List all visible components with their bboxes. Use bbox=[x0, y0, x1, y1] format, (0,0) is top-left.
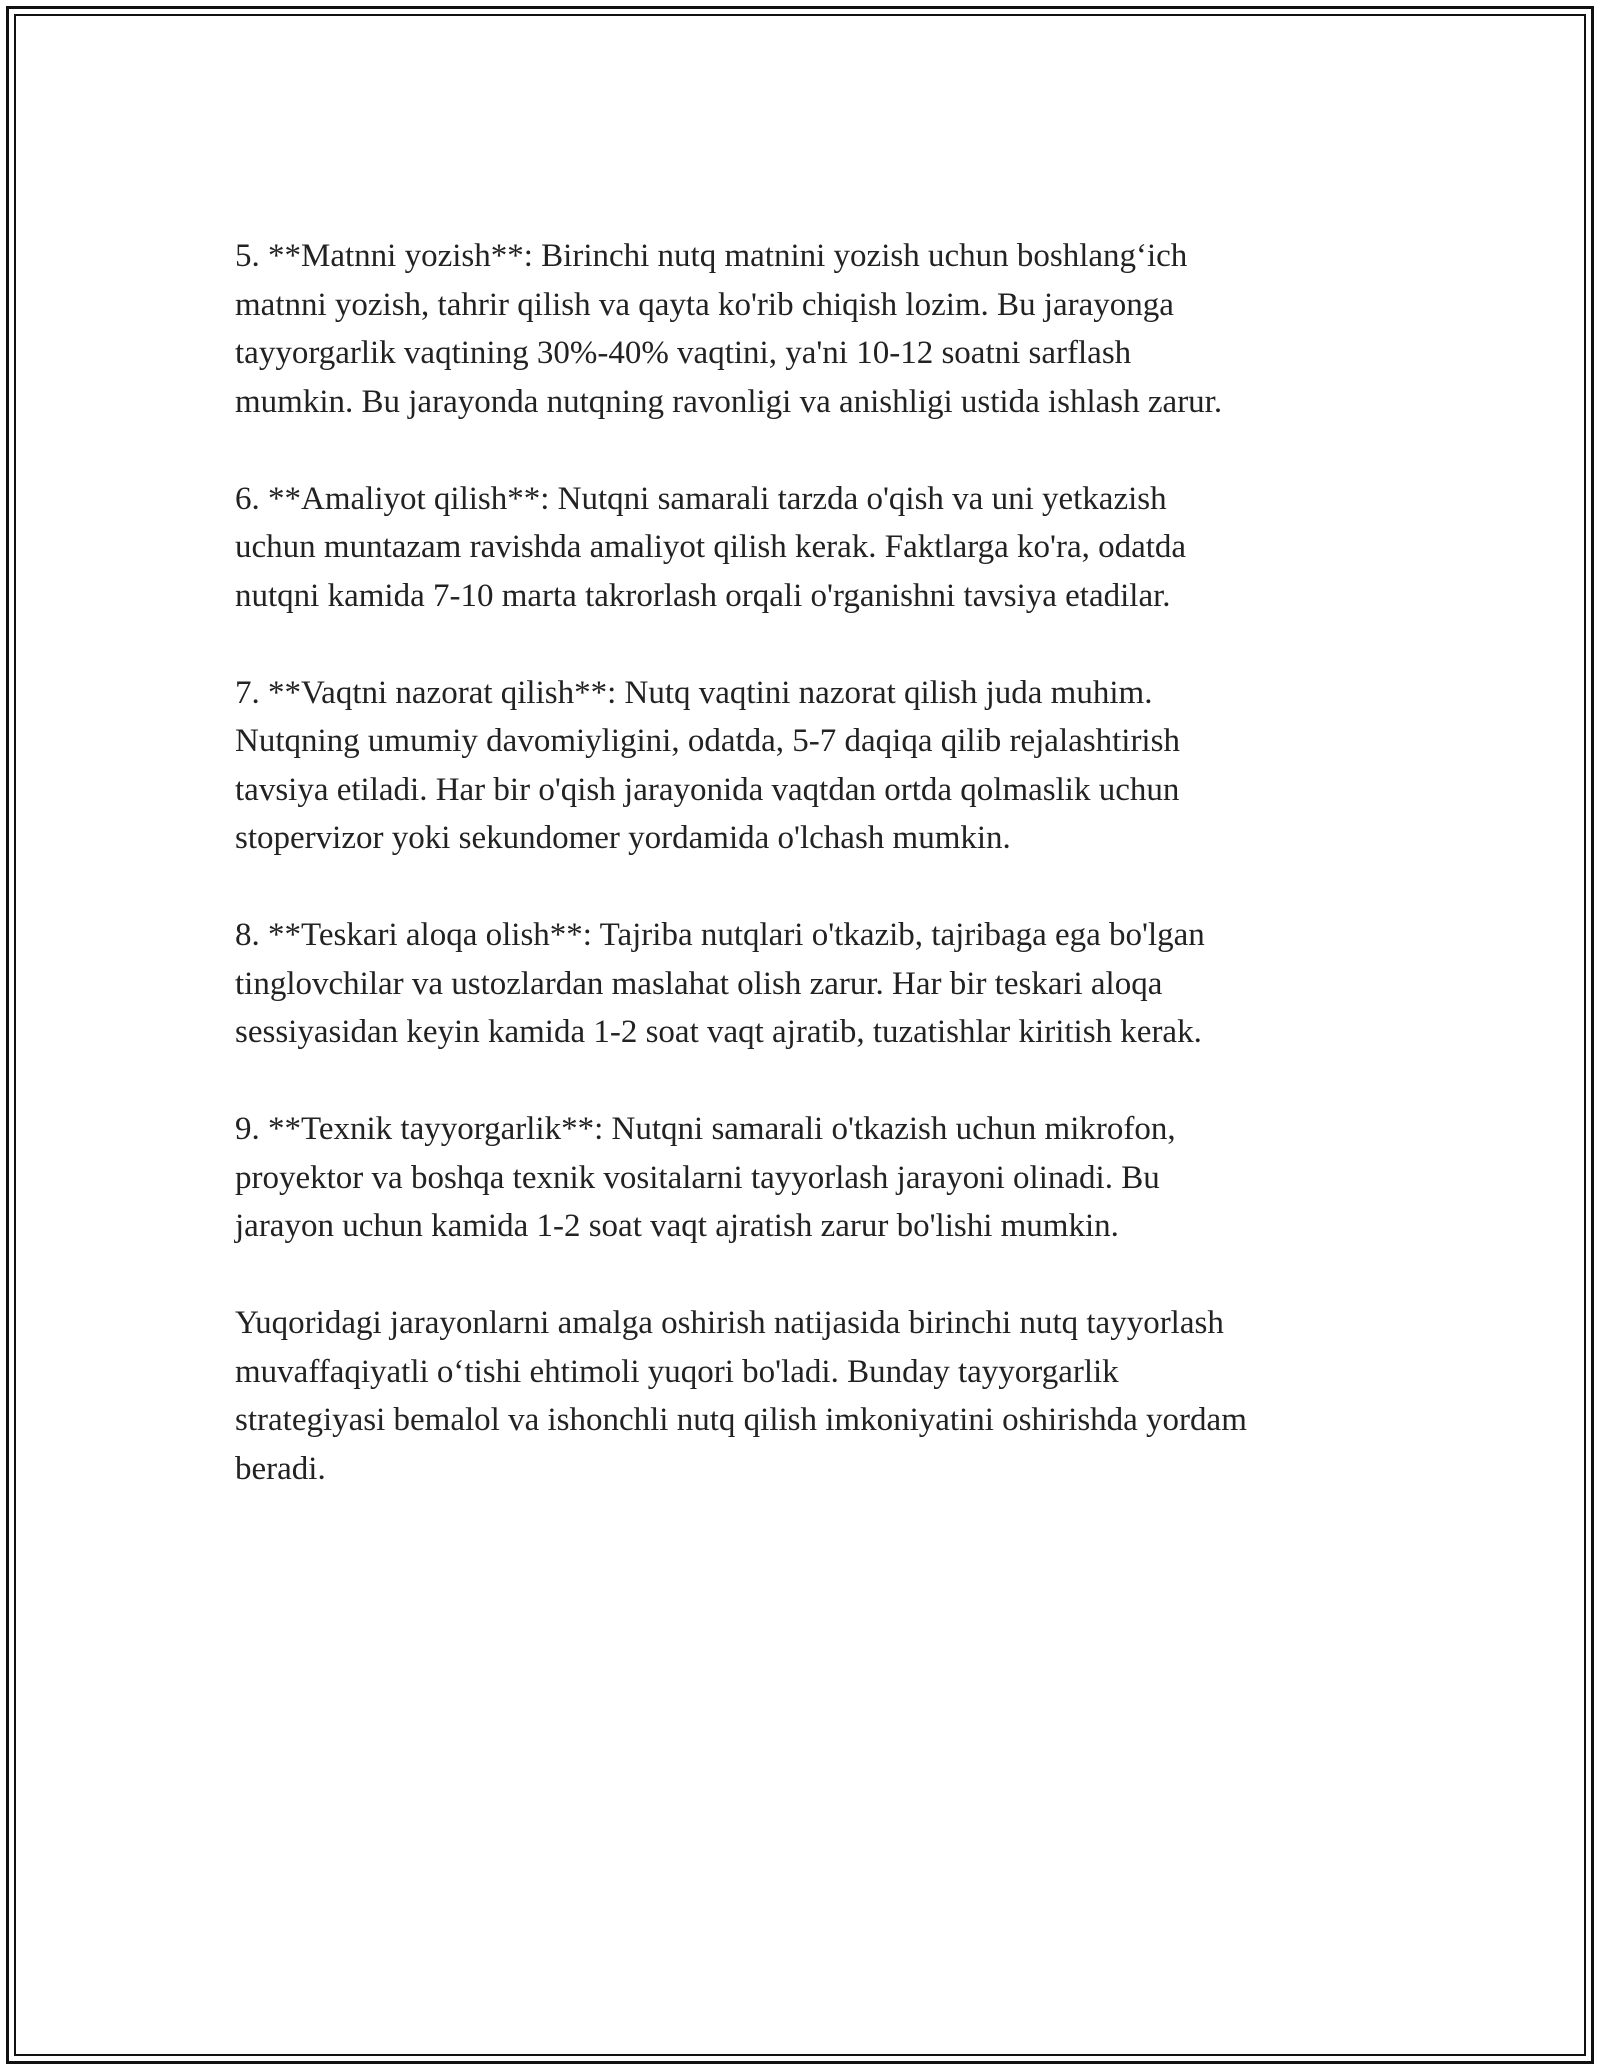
text-line: uchun muntazam ravishda amaliyot qilish kerak. Faktlarga ko'ra, odatda bbox=[235, 529, 1187, 565]
document-body bbox=[235, 232, 1375, 1542]
text-line: muvaffaqiyatli o‘tishi ehtimoli yuqori bo'ladi. Bunday tayyorgarlik bbox=[235, 1353, 1119, 1390]
text-line: stopervizor yoki sekundomer yordamida o'lchash mumkin. bbox=[235, 820, 1011, 856]
text-line: 8. **Teskari aloqa olish**: Tajriba nutqlari o'tkazib, tajribaga ega bo'lgan bbox=[235, 917, 1205, 953]
text-line: nutqni kamida 7-10 marta takrorlash orqali o'rganishni tavsiya etadilar. bbox=[235, 577, 1171, 614]
text-line: matnni yozish, tahrir qilish va qayta ko'rib chiqish lozim. Bu jarayonga bbox=[235, 286, 1174, 323]
text-line: strategiyasi bemalol va ishonchli nutq qilish imkoniyatini oshirishda yordam bbox=[235, 1402, 1247, 1438]
text-line: tavsiya etiladi. Har bir o'qish jarayonida vaqtdan ortda qolmaslik uchun bbox=[235, 771, 1180, 808]
text-line: 9. **Texnik tayyorgarlik**: Nutqni samarali o'tkazish uchun mikrofon, bbox=[235, 1111, 1176, 1147]
paragraph-item-9 bbox=[235, 1105, 1375, 1251]
text-line: tinglovchilar va ustozlardan maslahat olish zarur. Har bir teskari aloqa bbox=[235, 965, 1163, 1002]
text-line: Nutqning umumiy davomiyligini, odatda, 5-7 daqiqa qilib rejalashtirish bbox=[235, 723, 1180, 759]
text-line: Yuqoridagi jarayonlarni amalga oshirish natijasida birinchi nutq tayyorlash bbox=[235, 1305, 1224, 1341]
text-line: proyektor va boshqa texnik vositalarni tayyorlash jarayoni olinadi. Bu bbox=[235, 1159, 1160, 1196]
text-line: beradi. bbox=[235, 1450, 326, 1487]
paragraph-item-7 bbox=[235, 669, 1375, 863]
text-line: jarayon uchun kamida 1-2 soat vaqt ajratish zarur bo'lishi mumkin. bbox=[235, 1208, 1119, 1244]
text-line: 5. **Matnni yozish**: Birinchi nutq matnini yozish uchun boshlang‘ich bbox=[235, 238, 1188, 274]
paragraph-conclusion bbox=[235, 1299, 1375, 1493]
text-line: 6. **Amaliyot qilish**: Nutqni samarali tarzda o'qish va uni yetkazish bbox=[235, 480, 1167, 517]
text-line: sessiyasidan keyin kamida 1-2 soat vaqt ajratib, tuzatishlar kiritish kerak. bbox=[235, 1014, 1202, 1050]
paragraph-item-5 bbox=[235, 232, 1375, 426]
paragraph-item-6 bbox=[235, 475, 1375, 621]
text-line: mumkin. Bu jarayonda nutqning ravonligi va anishligi ustida ishlash zarur. bbox=[235, 383, 1223, 420]
text-line: 7. **Vaqtni nazorat qilish**: Nutq vaqtini nazorat qilish juda muhim. bbox=[235, 674, 1153, 711]
text-line: tayyorgarlik vaqtining 30%-40% vaqtini, ya'ni 10-12 soatni sarflash bbox=[235, 335, 1132, 371]
paragraph-item-8 bbox=[235, 911, 1375, 1057]
